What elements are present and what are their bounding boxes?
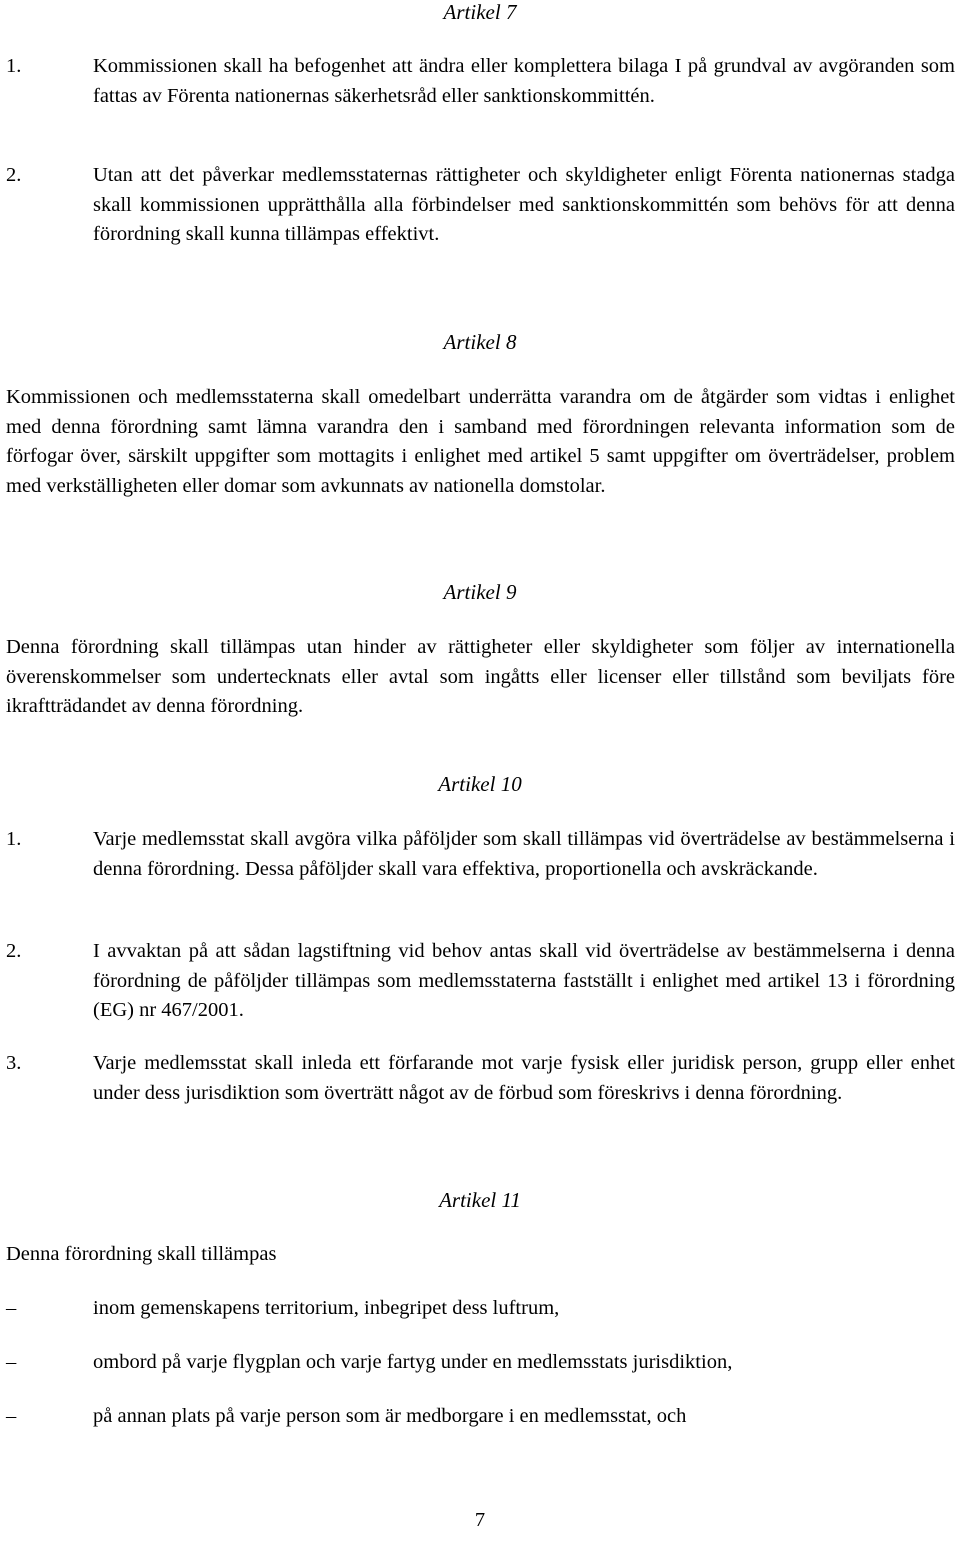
list-item-text: inom gemenskapens territorium, inbegripet dess luftrum, <box>93 1297 560 1319</box>
item-number: 1. <box>6 828 22 850</box>
article-8-paragraph: Kommissionen och medlemsstaterna skall omedelbart underrätta varandra om de åtgärder som vidtas i enlighet med denna förordning samt lämna varandra den i samband med förordningen relevanta information som de förfogar över, särskilt uppgifter som mottagits i enlighet med artikel 5 samt uppgifter om överträdelser, problem med verkställigheten eller domar som avkunnats av nationella domstolar. <box>6 386 955 497</box>
item-text: I avvaktan på att sådan lagstiftning vid behov antas skall vid överträdelse av bestämmelserna i denna förordning de påföljder tillämpas som medlemsstaterna fastställt i enlighet med artikel 13 i förordning (EG) nr 467/2001. <box>93 940 955 1021</box>
article-10-item-2 <box>6 937 955 1026</box>
item-text: Varje medlemsstat skall avgöra vilka påföljder som skall tillämpas vid överträdelse av bestämmelserna i denna förordning. Dessa påföljder skall vara effektiva, proportionella och avskräckande. <box>93 828 955 880</box>
article-10-item-3 <box>6 1049 955 1108</box>
article-9-paragraph: Denna förordning skall tillämpas utan hinder av rättigheter eller skyldigheter som följer av internationella överenskommelser som undertecknats eller avtal som ingåtts eller licenser eller tillstånd som beviljats före ikraftträdandet av denna förordning. <box>6 636 955 717</box>
item-number: 1. <box>6 55 22 77</box>
article-11-list-item <box>6 1294 955 1324</box>
item-number: 3. <box>6 1052 22 1074</box>
article-11-intro: Denna förordning skall tillämpas <box>6 1243 277 1265</box>
list-item-text: på annan plats på varje person som är medborgare i en medlemsstat, och <box>93 1405 687 1427</box>
article-7-heading: Artikel 7 <box>443 0 517 24</box>
item-text: Kommissionen skall ha befogenhet att ändra eller komplettera bilaga I på grundval av avgöranden som fattas av Förenta nationernas säkerhetsråd eller sanktionskommittén. <box>93 55 955 107</box>
article-10-item-1 <box>6 825 955 884</box>
list-item-text: ombord på varje flygplan och varje fartyg under en medlemsstats jurisdiktion, <box>93 1351 733 1373</box>
dash-bullet: – <box>6 1351 17 1373</box>
article-11-list-item <box>6 1348 955 1378</box>
article-8-heading: Artikel 8 <box>443 330 517 354</box>
item-number: 2. <box>6 940 22 962</box>
item-number: 2. <box>6 164 22 186</box>
item-text: Varje medlemsstat skall inleda ett förfarande mot varje fysisk eller juridisk person, grupp eller enhet under dess jurisdiktion som överträtt något av de förbud som föreskrivs i denna förordning. <box>93 1052 955 1104</box>
dash-bullet: – <box>6 1297 17 1319</box>
article-11-list-item <box>6 1402 955 1432</box>
article-11-heading: Artikel 11 <box>439 1188 521 1212</box>
item-text: Utan att det påverkar medlemsstaternas rättigheter och skyldigheter enligt Förenta nationernas stadga skall kommissionen upprätthålla alla förbindelser med sanktionskommittén som behövs för att denna förordning skall kunna tillämpas effektivt. <box>93 164 955 245</box>
article-9-heading: Artikel 9 <box>443 580 517 604</box>
article-7-item-2 <box>6 161 955 250</box>
dash-bullet: – <box>6 1405 17 1427</box>
article-10-heading: Artikel 10 <box>438 772 522 796</box>
article-7-item-1 <box>6 52 955 111</box>
page-number: 7 <box>474 1509 486 1531</box>
